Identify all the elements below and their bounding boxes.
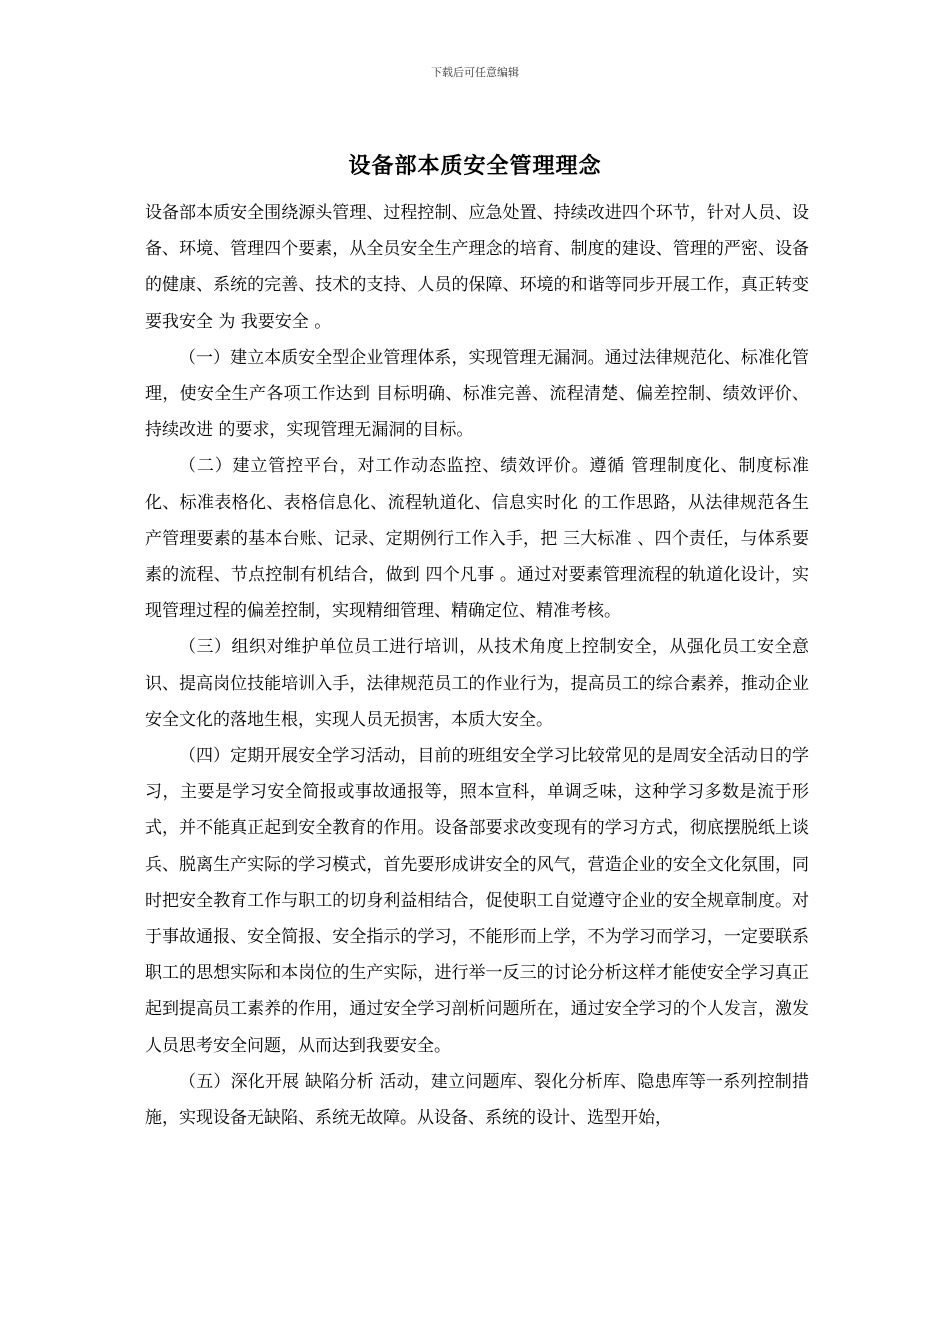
paragraph-section-3: （三）组织对维护单位员工进行培训，从技术角度上控制安全，从强化员工安全意识、提高岗位技能培训入手，法律规范员工的作业行为，提高员工的综合素养，推动企业安全文化的落地生根，实现人员无损害，本质大安全。	[145, 637, 809, 730]
paragraph-section-1: （一）建立本质安全型企业管理体系，实现管理无漏洞。通过法律规范化、标准化管理，使安全生产各项工作达到 目标明确、标准完善、流程清楚、偏差控制、绩效评价、持续改进 的要求，实现管理无漏洞的目标。	[145, 347, 809, 441]
paragraph-section-2: （二）建立管控平台，对工作动态监控、绩效评价。遵循 管理制度化、制度标准化、标准表格化、表格信息化、流程轨道化、信息实时化 的工作思路，从法律规范各生产管理要素的基本台账、记录、定期例行工作入手，把 三大标准 、四个责任，与体系要素的流程、节点控制有机结合，做到 四个凡事 。通过对要素管理流程的轨道化设计，实现管理过程的偏差控制，实现精细管理、精确定位、精准考核。	[145, 456, 809, 622]
document-body	[145, 195, 809, 1136]
document-title: 设备部本质安全管理理念	[348, 153, 602, 179]
paragraph-section-5: （五）深化开展 缺陷分析 活动，建立问题库、裂化分析库、隐患库等一系列控制措施，实现设备无缺陷、系统无故障。从设备、系统的设计、选型开始，	[145, 1071, 809, 1129]
paragraph-section-4: （四）定期开展安全学习活动，目前的班组安全学习比较常见的是周安全活动日的学习，主要是学习安全简报或事故通报等，照本宣科，单调乏味，这种学习多数是流于形式，并不能真正起到安全教育的作用。设备部要求改变现有的学习方式，彻底摆脱纸上谈兵、脱离生产实际的学习模式，首先要形成讲安全的风气，营造企业的安全文化氛围，同时把安全教育工作与职工的切身利益相结合，促使职工自觉遵守企业的安全规章制度。对于事故通报、安全简报、安全指示的学习，不能形而上学，不为学习而学习，一定要联系职工的思想实际和本岗位的生产实际，进行举一反三的讨论分析这样才能使安全学习真正起到提高员工素养的作用，通过安全学习剖析问题所在，通过安全学习的个人发言，激发人员思考安全问题，从而达到我要安全。	[145, 746, 809, 1056]
header-note: 下载后可任意编辑	[431, 66, 519, 79]
paragraph-intro: 设备部本质安全围绕源头管理、过程控制、应急处置、持续改进四个环节，针对人员、设备、环境、管理四个要素，从全员安全生产理念的培育、制度的建设、管理的严密、设备的健康、系统的完善、技术的支持、人员的保障、环境的和谐等同步开展工作，真正转变 要我安全 为 我要安全 。	[145, 203, 809, 332]
